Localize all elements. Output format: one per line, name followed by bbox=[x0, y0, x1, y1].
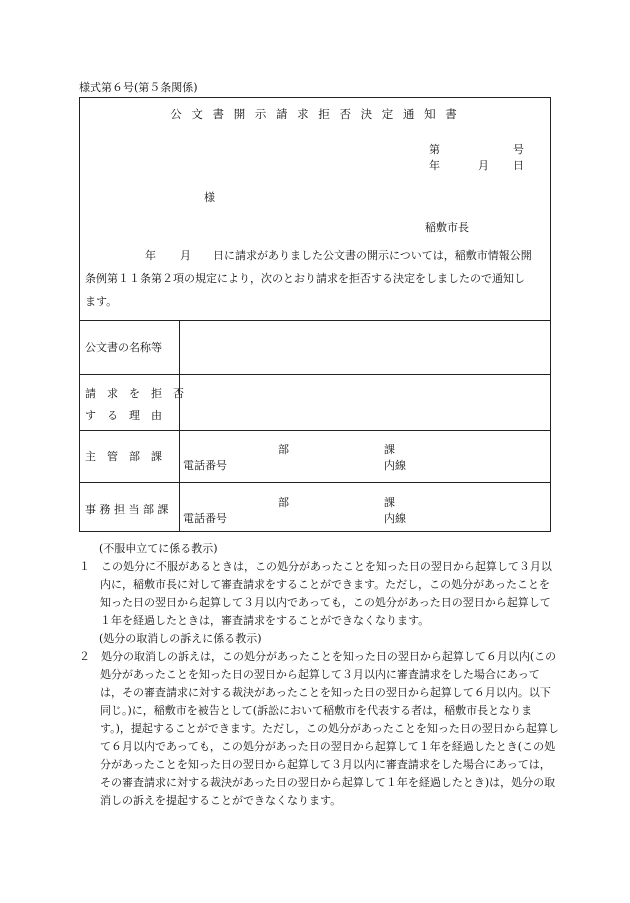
date-day-label: 日 bbox=[513, 159, 524, 172]
table-top-line bbox=[80, 320, 550, 321]
staff-ka-label: 課 bbox=[384, 496, 395, 509]
supervising-phone-label: 電話番号 bbox=[183, 459, 227, 472]
table-divider bbox=[80, 482, 550, 483]
notes-item-2: ２ 処分の取消しの訴えは，この処分があったことを知った日の翌日から起算して６月以内(この処分があったことを知った日の翌日から起算して３月以内に審査請求をした場合にあっては，その審査請求に対する裁決があったことを知った日の翌日から起算して６月以内。以下同じ。)に，稲敷市を被告として(訴訟において稲敷市を代表する者は，稲敷市長となります。)，提起することができます。ただし，この処分があったことを知った日の翌日から起算して６月以内であっても，この処分があった日の翌日から起算して１年を経過したとき(この処分があったことを知った日の翌日から起算して３月以内に審査請求をした場合にあっては，その審査請求に対する裁決があった日の翌日から起算して１年を経過したとき)は，処分の取消しの訴えを提起することができなくなります。 bbox=[79, 650, 559, 807]
table-column-divider bbox=[179, 320, 180, 532]
supervising-ka-label: 課 bbox=[384, 443, 395, 456]
addressee-sama-label: 様 bbox=[204, 191, 215, 204]
staff-extension-label: 内線 bbox=[384, 512, 406, 525]
table-divider bbox=[80, 374, 550, 375]
staff-phone-label: 電話番号 bbox=[183, 512, 227, 525]
instruction-notes bbox=[79, 540, 559, 810]
body-line-3: ます。 bbox=[85, 295, 118, 308]
issuer-name: 稲敷市長 bbox=[425, 221, 469, 234]
number-dai-label: 第 bbox=[429, 143, 440, 156]
date-year-label: 年 bbox=[429, 159, 440, 172]
reason-label-line-2: す る 理 由 bbox=[85, 409, 162, 422]
notes-heading-appeal: (不服申立てに係る教示) bbox=[99, 542, 218, 555]
notes-item-1: １ この処分に不服があるときは，この処分があったことを知った日の翌日から起算して３月以内に，稲敷市長に対して審査請求をすることができます。ただし，この処分があったことを知った日の翌日から起算して３月以内であっても，この処分があった日の翌日から起算して１年を経過したときは，審査請求をすることができなくなります。 bbox=[79, 560, 552, 627]
supervising-dept-label: 主 管 部 課 bbox=[85, 450, 162, 463]
body-year-label: 年 bbox=[145, 249, 156, 262]
supervising-bu-label: 部 bbox=[278, 443, 289, 456]
staff-dept-label: 事 務 担 当 部 課 bbox=[85, 503, 169, 516]
staff-bu-label: 部 bbox=[278, 496, 289, 509]
form-number-label: 様式第６号(第５条関係) bbox=[79, 81, 198, 94]
table-divider bbox=[80, 430, 550, 431]
notes-heading-lawsuit: (処分の取消しの訴えに係る教示) bbox=[99, 632, 262, 645]
body-month-label: 月 bbox=[180, 249, 191, 262]
notice-form-frame bbox=[79, 97, 551, 532]
body-line-1: 日に請求がありました公文書の開示については，稲敷市情報公開 bbox=[213, 249, 532, 262]
date-month-label: 月 bbox=[478, 159, 489, 172]
reason-label-line-1: 請 求 を 拒 否 bbox=[85, 387, 184, 400]
body-line-2: 条例第１１条第２項の規定により，次のとおり請求を拒否する決定をしましたので通知し bbox=[85, 272, 525, 285]
supervising-extension-label: 内線 bbox=[384, 459, 406, 472]
document-name-label: 公文書の名称等 bbox=[85, 341, 162, 354]
number-gou-label: 号 bbox=[513, 143, 524, 156]
document-title: 公 文 書 開 示 請 求 拒 否 決 定 通 知 書 bbox=[170, 107, 460, 121]
